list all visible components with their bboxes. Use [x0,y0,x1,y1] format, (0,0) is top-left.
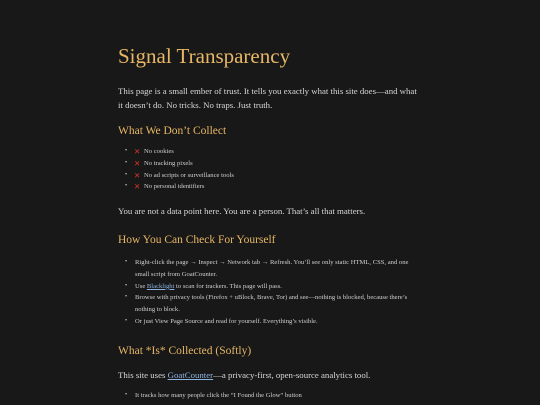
list-item-text: No ad scripts or surveillance tools [144,171,234,179]
bullet-icon: • [125,171,128,178]
bullet-icon: • [125,259,128,265]
uses-text-before: This site uses [118,370,168,380]
cross-mark-icon: ✕ [134,147,141,156]
bullet-icon: • [125,159,128,166]
goatcounter-link[interactable]: GoatCounter [167,370,214,380]
bullet-icon: • [125,282,128,289]
list-item-text: No personal identifiers [144,183,205,191]
list-item-text: Or just View Page Source and read for yourself. Everything’s visible. [135,317,318,325]
list-item-text: No cookies [144,148,174,155]
collected-list [118,390,424,402]
list-item-text: No tracking pixels [144,159,193,167]
section-heading-dont-collect: What We Don’t Collect [118,125,227,137]
cross-mark-icon: ✕ [134,170,141,180]
cross-mark-icon: ✕ [134,158,141,168]
list-item [118,316,424,328]
list-item [118,390,424,402]
check-list [118,257,424,328]
list-item-text: Browse with privacy tools (Firefox + uBlock, Brave, Tor) and see—nothing is blocked, because there’s nothing to block. [135,294,408,314]
blacklight-link[interactable]: Blacklight [146,282,175,290]
goatcounter-paragraph [118,368,370,382]
uses-text-after: —a privacy-first, open-source analytics tool. [213,370,371,380]
list-item [118,181,418,193]
person-note: You are not a data point here. You are a person. That’s all that matters. [118,206,366,216]
bullet-icon: • [125,317,128,324]
list-item [118,146,418,158]
bullet-icon: • [125,392,128,398]
bullet-icon: • [125,294,128,301]
list-item [118,281,424,293]
section-heading-collected: What *Is* Collected (Softly) [118,345,252,357]
page-title: Signal Transparency [118,44,291,68]
list-item-text: to scan for trackers. This page will pass. [174,282,282,290]
intro-paragraph: This page is a small ember of trust. It tells you exactly what this site does—and what it doesn’t do. No tricks. No traps. Just truth. [118,86,417,110]
cross-mark-icon: ✕ [134,182,141,192]
dont-collect-list [118,146,418,193]
list-item [118,257,424,281]
list-item [118,158,418,170]
list-item-text: Right-click the page → Inspect → Network tab → Refresh. You’ll see only static HTML, CSS, and one small script from GoatCounter. [135,259,409,278]
bullet-icon: • [125,148,128,154]
list-item-text: Use [135,282,147,290]
list-item-text: It tracks how many people click the “I Found the Glow” button [135,392,302,399]
list-item [118,170,418,182]
bullet-icon: • [125,183,128,190]
section-heading-check: How You Can Check For Yourself [118,234,276,246]
list-item [118,292,424,316]
